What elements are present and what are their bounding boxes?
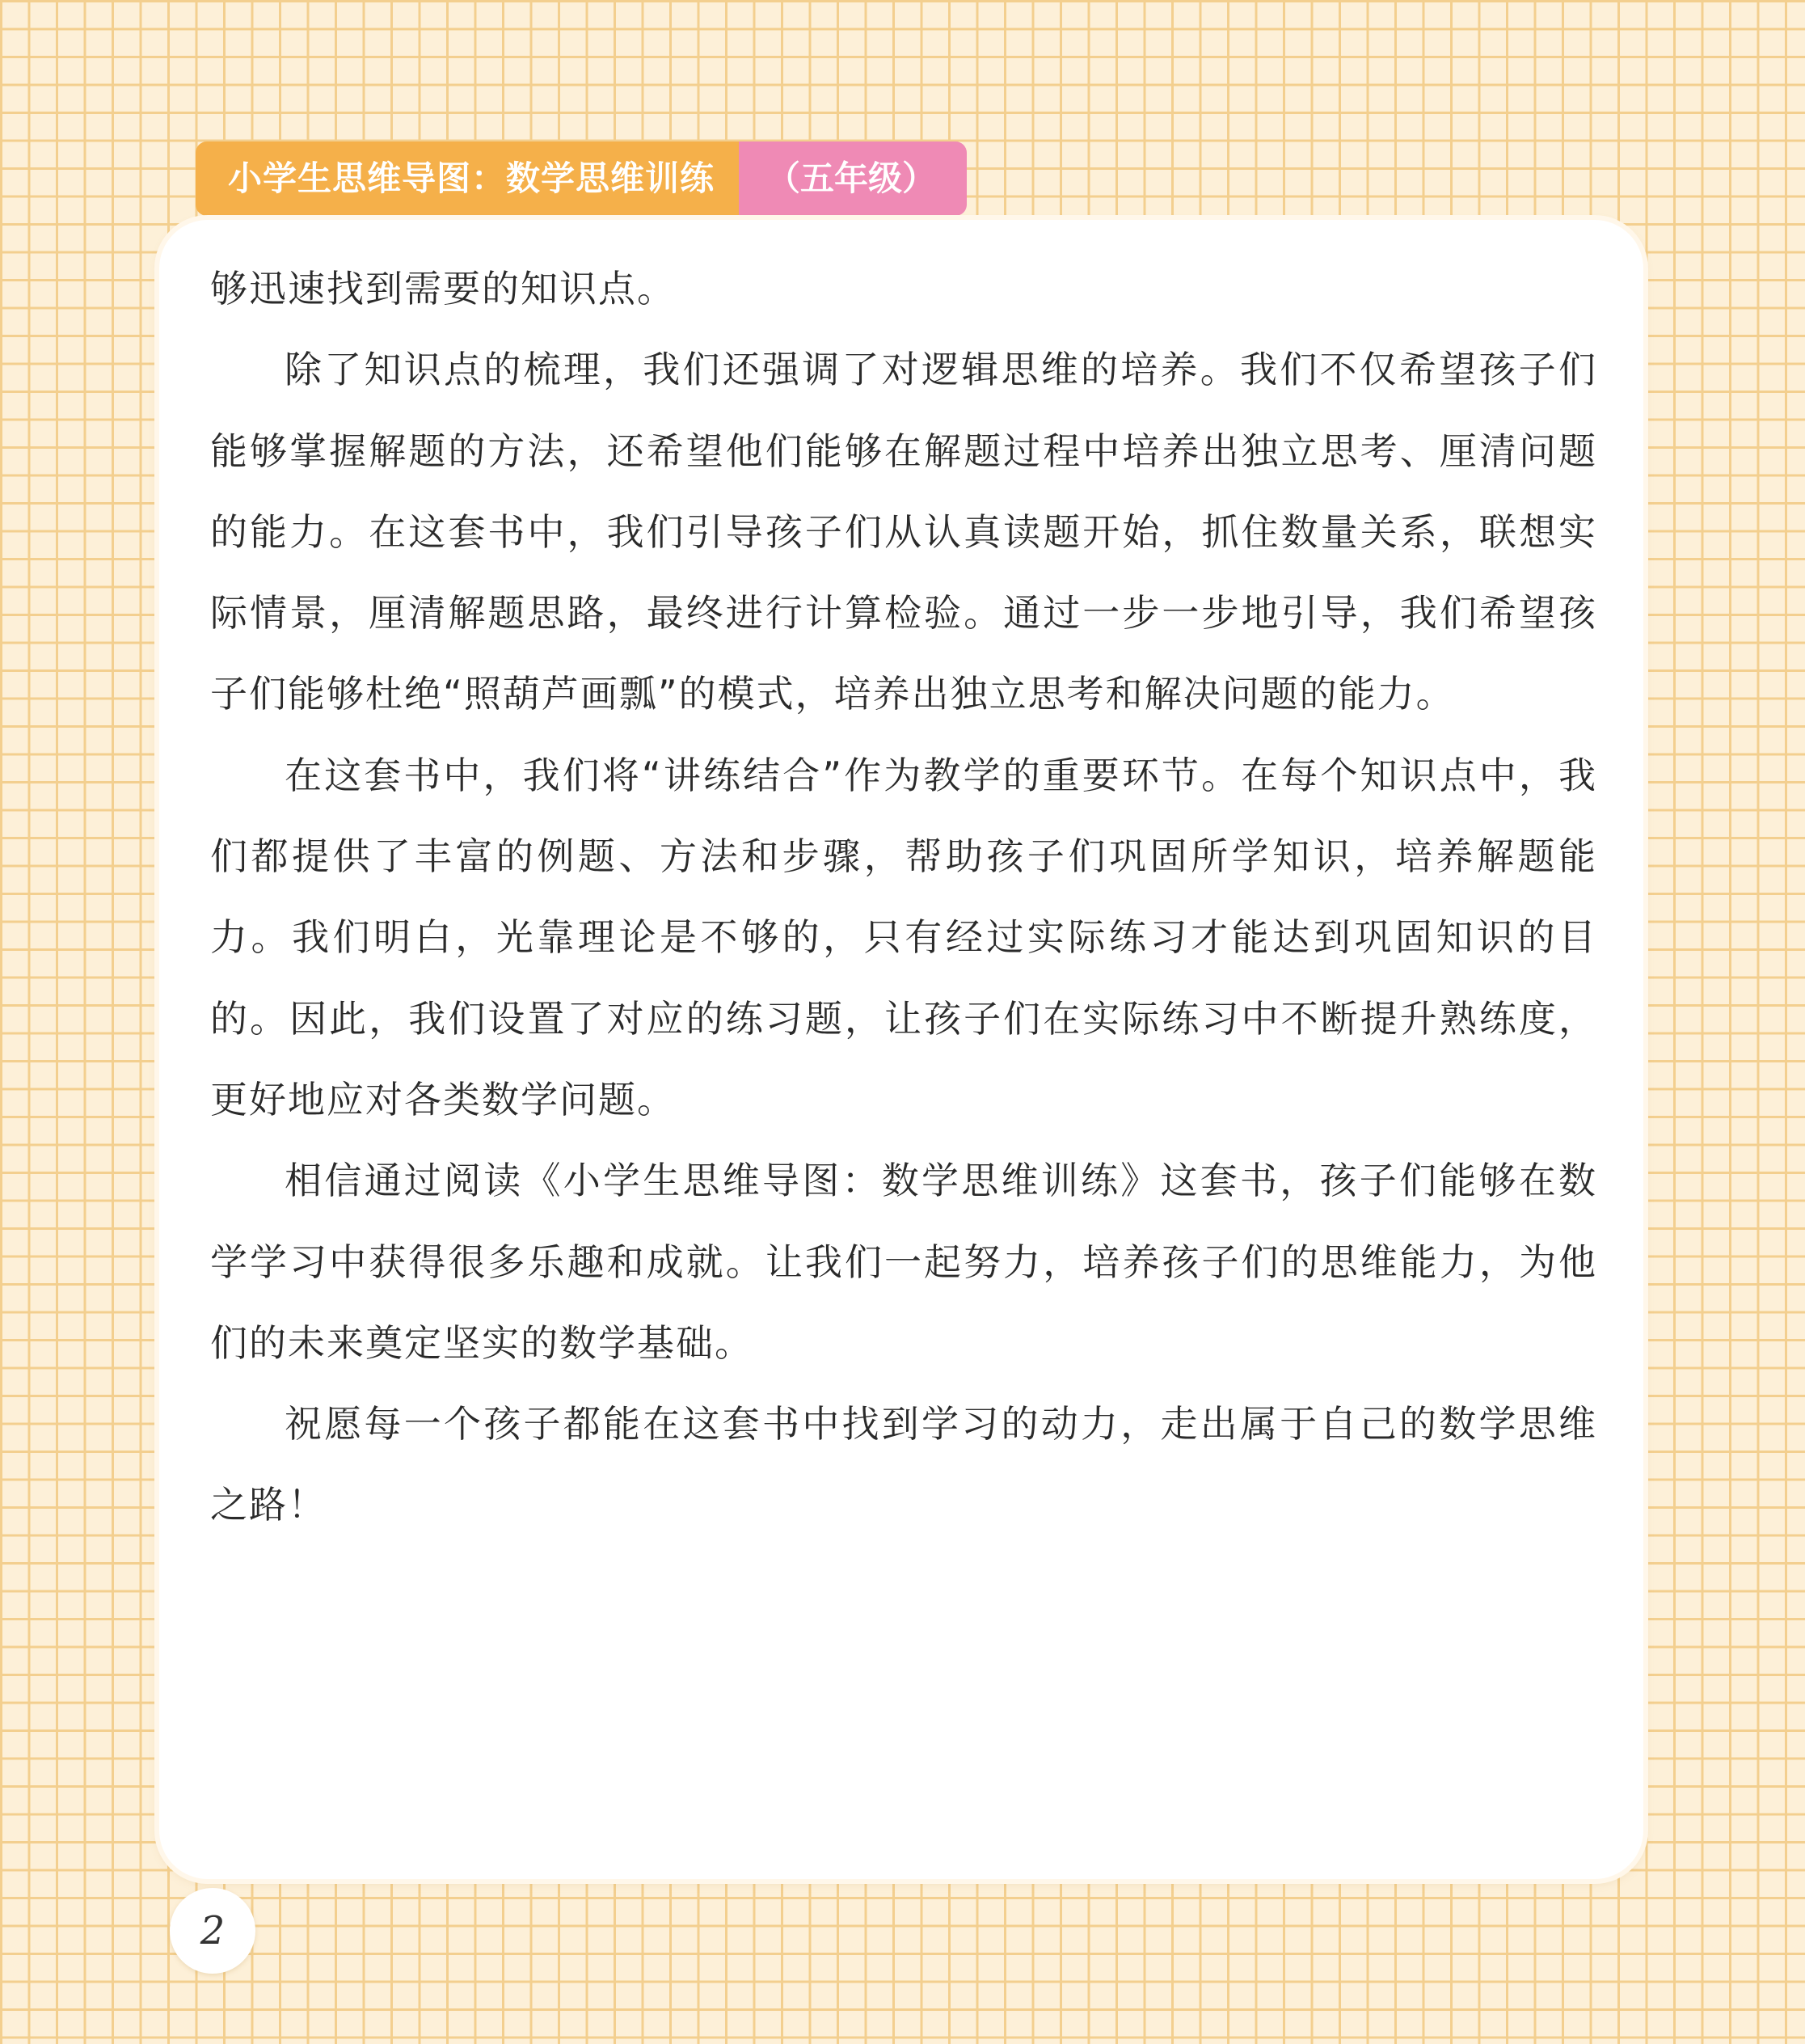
paragraph-continued: 够迅速找到需要的知识点。 — [210, 267, 676, 310]
content-body — [210, 248, 1597, 1546]
content-card — [159, 220, 1643, 1879]
header-banner — [196, 141, 967, 216]
paragraph-practice: 在这套书中，我们将“讲练结合”作为教学的重要环节。在每个知识点中，我们都提供了丰富的例题、方法和步骤，帮助孩子们巩固所学知识，培养解题能力。我们明白，光靠理论是不够的，只有经过实际练习才能达到巩固知识的目的。因此，我们设置了对应的练习题，让孩子们在实际练习中不断提升熟练度，更好地应对各类数学问题。 — [210, 753, 1597, 1121]
paragraph-belief: 相信通过阅读《小学生思维导图：数学思维训练》这套书，孩子们能够在数学学习中获得很多乐趣和成就。让我们一起努力，培养孩子们的思维能力，为他们的未来奠定坚实的数学基础。 — [210, 1159, 1597, 1365]
book-title: 小学生思维导图：数学思维训练 — [196, 141, 739, 216]
page-number-badge — [170, 1888, 255, 1974]
paragraph-logic-thinking: 除了知识点的梳理，我们还强调了对逻辑思维的培养。我们不仅希望孩子们能够掌握解题的方法，还希望他们能够在解题过程中培养出独立思考、厘清问题的能力。在这套书中，我们引导孩子们从认真读题开始，抓住数量关系，联想实际情景，厘清解题思路，最终进行计算检验。通过一步一步地引导，我们希望孩子们能够杜绝“照葫芦画瓢”的模式，培养出独立思考和解决问题的能力。 — [210, 348, 1597, 716]
paragraph-wish: 祝愿每一个孩子都能在这套书中找到学习的动力，走出属于自己的数学思维之路！ — [210, 1402, 1597, 1527]
grade-label: （五年级） — [739, 141, 967, 216]
page-number: 2 — [200, 1908, 226, 1953]
